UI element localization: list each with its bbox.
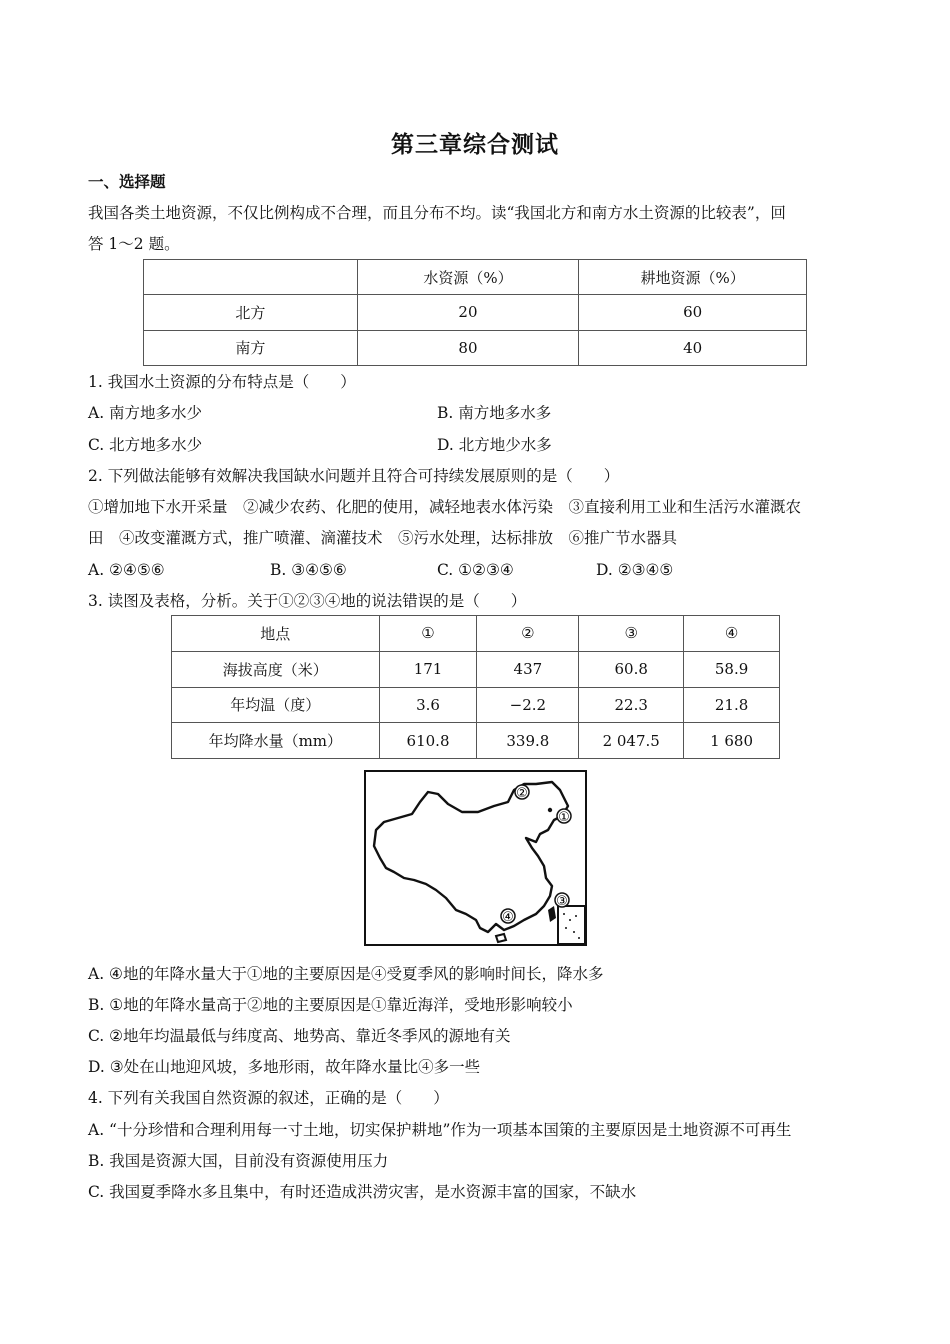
- table-cell: 北方: [144, 295, 358, 330]
- question-3-stem: 3. 读图及表格，分析。关于①②③④地的说法错误的是（ ）: [88, 592, 527, 610]
- question-2-stem: 2. 下列做法能够有效解决我国缺水问题并且符合可持续发展原则的是（ ）: [88, 467, 620, 485]
- q2-option-d: D. ②③④⑤: [596, 561, 674, 579]
- page-title: 第三章综合测试: [391, 131, 559, 158]
- table-cell: 339.8: [477, 723, 579, 759]
- q3-option-c: C. ②地年均温最低与纬度高、地势高、靠近冬季风的源地有关: [88, 1027, 511, 1045]
- q4-option-b: B. 我国是资源大国，目前没有资源使用压力: [88, 1152, 389, 1170]
- q2-option-c: C. ①②③④: [437, 561, 514, 579]
- table-cell: 60.8: [579, 651, 684, 687]
- map-marker-2: [515, 785, 529, 801]
- table-cell: 水资源（%）: [357, 260, 579, 295]
- q4-option-c: C. 我国夏季降水多且集中，有时还造成洪涝灾害，是水资源丰富的国家，不缺水: [88, 1183, 637, 1201]
- map-marker-1: [557, 809, 571, 825]
- q2-items-line-1: ①增加地下水开采量 ②减少农药、化肥的使用，减轻地表水体污染 ③直接利用工业和生活污水灌溉农: [88, 498, 802, 516]
- table-cell: ②: [477, 616, 579, 652]
- table-cell: 地点: [172, 616, 380, 652]
- table-cell: 40: [579, 330, 807, 365]
- table-cell: 22.3: [579, 687, 684, 723]
- q4-option-a: A. “十分珍惜和合理利用每一寸土地，切实保护耕地”作为一项基本国策的主要原因是土地资源不可再生: [88, 1121, 792, 1139]
- table-cell: ④: [684, 616, 780, 652]
- south-sea-inset: [558, 906, 585, 944]
- map-marker-3: [555, 893, 569, 909]
- table-cell: [144, 260, 358, 295]
- table-cell: 耕地资源（%）: [579, 260, 807, 295]
- table-cell: 年均温（度）: [172, 687, 380, 723]
- table-cell: 58.9: [684, 651, 780, 687]
- table-cell: 60: [579, 295, 807, 330]
- q1-option-c: C. 北方地多水少: [88, 436, 203, 454]
- table-cell: 80: [357, 330, 579, 365]
- table-row: [172, 723, 780, 759]
- intro-text-line-1: 我国各类土地资源，不仅比例构成不合理，而且分布不均。读“我国北方和南方水土资源的比较表”，回: [88, 204, 786, 222]
- q3-option-d: D. ③处在山地迎风坡，多地形雨，故年降水量比④多一些: [88, 1058, 481, 1076]
- water-land-table: [143, 259, 807, 366]
- table-cell: 海拔高度（米）: [172, 651, 380, 687]
- q2-option-a: A. ②④⑤⑥: [88, 561, 165, 579]
- svg-text:①: ①: [558, 810, 570, 825]
- table-cell: 171: [379, 651, 477, 687]
- question-1-stem: 1. 我国水土资源的分布特点是（ ）: [88, 373, 356, 391]
- table-cell: 437: [477, 651, 579, 687]
- table-row: [172, 687, 780, 723]
- q1-option-a: A. 南方地多水少: [88, 404, 203, 422]
- table-row: [144, 295, 807, 330]
- table-cell: 年均降水量（mm）: [172, 723, 380, 759]
- svg-text:④: ④: [502, 910, 514, 925]
- question-4-stem: 4. 下列有关我国自然资源的叙述，正确的是（ ）: [88, 1089, 449, 1107]
- svg-text:③: ③: [556, 894, 568, 909]
- climate-table: [171, 615, 780, 759]
- section-heading: 一、选择题: [88, 172, 166, 191]
- table-row: [144, 330, 807, 365]
- q2-items-line-2: 田 ④改变灌溉方式，推广喷灌、滴灌技术 ⑤污水处理，达标排放 ⑥推广节水器具: [88, 529, 678, 547]
- table-cell: ①: [379, 616, 477, 652]
- location-dot-1: [548, 808, 552, 812]
- table-cell: 610.8: [379, 723, 477, 759]
- table-row: [172, 651, 780, 687]
- table-cell: 21.8: [684, 687, 780, 723]
- q3-option-b: B. ①地的年降水量高于②地的主要原因是①靠近海洋，受地形影响较小: [88, 996, 573, 1014]
- svg-text:②: ②: [516, 786, 528, 801]
- table-cell: 南方: [144, 330, 358, 365]
- table-cell: 3.6: [379, 687, 477, 723]
- q3-option-a: A. ④地的年降水量大于①地的主要原因是④受夏季风的影响时间长，降水多: [88, 965, 604, 983]
- table-row: [144, 260, 807, 295]
- table-cell: 1 680: [684, 723, 780, 759]
- table-cell: ③: [579, 616, 684, 652]
- map-marker-4: [501, 909, 515, 925]
- table-cell: −2.2: [477, 687, 579, 723]
- q1-option-d: D. 北方地少水多: [437, 436, 552, 454]
- table-cell: 20: [357, 295, 579, 330]
- china-map: [364, 770, 587, 946]
- q2-option-b: B. ③④⑤⑥: [270, 561, 347, 579]
- table-row: [172, 616, 780, 652]
- intro-text-line-2: 答 1～2 题。: [88, 235, 180, 253]
- table-cell: 2 047.5: [579, 723, 684, 759]
- q1-option-b: B. 南方地多水多: [437, 404, 552, 422]
